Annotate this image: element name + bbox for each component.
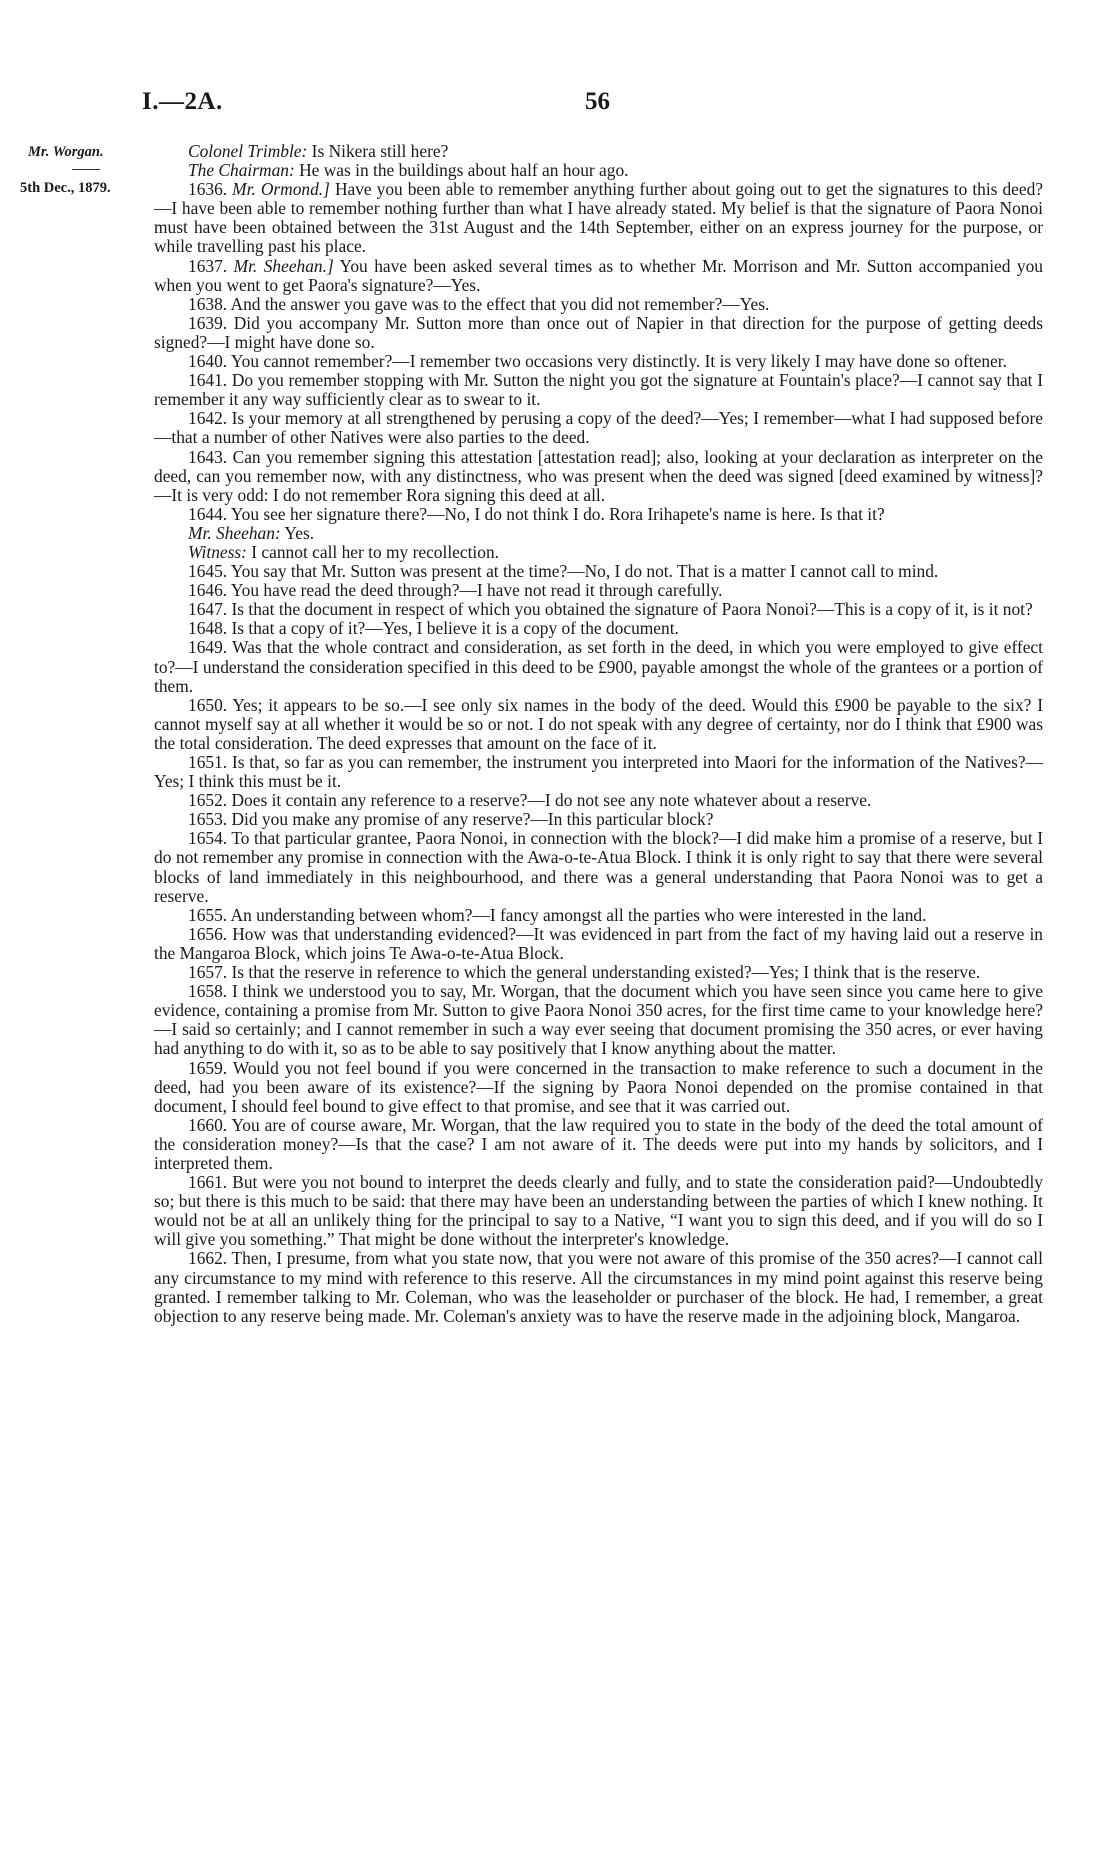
margin-date: 5th Dec., 1879. [20, 180, 111, 196]
speaker-name: The Chairman: [188, 160, 295, 181]
paragraph-text: You have been asked several times as to whether Mr. Morrison and Mr. Sutton accompanied you when you went to get Paora's signature?—Yes. [154, 255, 1043, 295]
margin-divider [72, 169, 100, 170]
question-number: 1658. [188, 981, 228, 1002]
paragraph-text: Is that, so far as you can remember, the instrument you interpreted into Maori for the information of the Natives?—Yes; I think this must be it. [154, 752, 1043, 792]
paragraph-text: You cannot remember?—I remember two occasions very distinctly. It is very likely I may have done so oftener. [230, 351, 1007, 372]
question-number: 1648. [188, 618, 228, 639]
question-paragraph [154, 982, 1043, 1058]
speaker-name: Mr. Ormond.] [232, 179, 330, 200]
page-header [130, 88, 1050, 118]
question-number: 1649. [188, 637, 228, 658]
question-paragraph [154, 963, 1043, 982]
statement-paragraph [154, 524, 1043, 543]
question-paragraph [154, 829, 1043, 905]
speaker-name: Mr. Sheehan: [188, 522, 281, 543]
question-paragraph [154, 180, 1043, 256]
question-paragraph [154, 638, 1043, 695]
paragraph-text: Have you been able to remember anything further about going out to get the signatures to this deed?—I have been able to remember nothing further than what I have already stated. My belief is that the signature of Paora Nonoi must have been obtained between the 31st August and the 14th September, either on an express journey for the purpose, or while travelling past his place. [154, 179, 1043, 257]
question-paragraph [154, 906, 1043, 925]
question-paragraph [154, 562, 1043, 581]
question-paragraph [154, 925, 1043, 963]
paragraph-text: Was that the whole contract and consideration, as set forth in the deed, in which you were employed to give effect to?—I understand the consideration specified in this deed to be £900, payable amongst the whole of the grantees or a portion of them. [154, 637, 1043, 696]
question-paragraph [154, 810, 1043, 829]
paragraph-text: And the answer you gave was to the effect that you did not remember?—Yes. [230, 293, 770, 314]
question-number: 1646. [188, 580, 228, 601]
paragraph-text: Can you remember signing this attestation [attestation read]; also, looking at your declaration as interpreter on the deed, can you remember now, with any distinctness, who was present when the deed was signed [deed examined by witness]?—It is very odd: I do not remember Rora signing this deed at all. [154, 446, 1043, 505]
question-paragraph [154, 581, 1043, 600]
question-number: 1642. [188, 408, 228, 429]
question-number: 1637. [188, 255, 228, 276]
paragraph-text: Do you remember stopping with Mr. Sutton the night you got the signature at Fountain's place?—I cannot say that I remember it any way sufficiently clear as to swear to it. [154, 370, 1043, 410]
paragraph-text: Is that the document in respect of which you obtained the signature of Paora Nonoi?—This is a copy of it, is it not? [231, 599, 1033, 620]
speaker-name: Colonel Trimble: [188, 141, 308, 161]
question-number: 1657. [188, 962, 228, 983]
question-paragraph [154, 696, 1043, 753]
question-number: 1659. [188, 1057, 228, 1078]
paragraph-text: He was in the buildings about half an hour ago. [294, 160, 629, 181]
question-number: 1653. [188, 809, 228, 830]
question-number: 1639. [188, 312, 228, 333]
statement-paragraph [154, 543, 1043, 562]
paragraph-text: You have read the deed through?—I have not read it through carefully. [230, 580, 723, 601]
paragraph-text: An understanding between whom?—I fancy amongst all the parties who were interested in the land. [230, 904, 927, 925]
speaker-name: Mr. Sheehan.] [233, 255, 334, 276]
paragraph-text: Did you accompany Mr. Sutton more than once out of Napier in that direction for the purpose of getting deeds signed?—I might have done so. [154, 312, 1043, 352]
paragraph-text: How was that understanding evidenced?—It was evidenced in part from the fact of my having laid out a reserve in the Mangaroa Block, which joins Te Awa-o-te-Atua Block. [154, 923, 1043, 963]
question-paragraph [154, 1173, 1043, 1249]
statement-paragraph [154, 161, 1043, 180]
question-number: 1638. [188, 293, 228, 314]
question-number: 1651. [188, 752, 228, 772]
document-reference: I.—2A. [142, 88, 223, 115]
paragraph-text: Does it contain any reference to a reserve?—I do not see any note whatever about a reserve. [231, 790, 872, 811]
page-number: 56 [585, 88, 610, 115]
paragraph-text: Is Nikera still here? [307, 141, 449, 161]
question-number: 1647. [188, 599, 228, 620]
paragraph-text: But were you not bound to interpret the deeds clearly and fully, and to state the consideration paid?—Undoubtedly so; but there is this much to be said: that there may have been an understanding between the parties of which I knew nothing. It would not be at all an unlikely thing for the principal to say to a Native, “I want you to sign this deed, and if you will do so I will give you something.” That might be done without the interpreter's knowledge. [154, 1172, 1043, 1250]
question-number: 1661. [188, 1172, 228, 1193]
question-paragraph [154, 409, 1043, 447]
question-paragraph [154, 600, 1043, 619]
question-number: 1645. [188, 561, 228, 582]
question-paragraph [154, 371, 1043, 409]
question-number: 1641. [188, 370, 228, 391]
paragraph-text: Is that the reserve in reference to which the general understanding existed?—Yes; I think that is the reserve. [231, 962, 981, 983]
question-paragraph [154, 753, 1043, 791]
question-paragraph [154, 619, 1043, 638]
paragraph-text: Then, I presume, from what you state now, that you were not aware of this promise of the 350 acres?—I cannot call any circumstance to my mind with reference to this reserve. All the circumstances in my mind point against this reserve being granted. I remember talking to Mr. Coleman, who was the leaseholder or purchaser of the block. He had, I remember, a great objection to any reserve being made. Mr. Coleman's anxiety was to have the reserve made in the adjoining block, Mangaroa. [154, 1248, 1043, 1326]
question-number: 1644. [188, 503, 228, 524]
paragraph-text: Is your memory at all strengthened by perusing a copy of the deed?—Yes; I remember—what I had supposed before—that a number of other Natives were also parties to the deed. [154, 408, 1043, 448]
question-number: 1643. [188, 446, 228, 467]
question-number: 1655. [188, 904, 228, 925]
statement-paragraph [154, 142, 1043, 161]
paragraph-text: Is that a copy of it?—Yes, I believe it is a copy of the document. [231, 618, 679, 639]
paragraph-text: I cannot call her to my recollection. [246, 541, 499, 562]
question-paragraph [154, 1059, 1043, 1116]
question-number: 1662. [188, 1248, 228, 1269]
question-number: 1636. [188, 179, 228, 200]
question-number: 1650. [188, 694, 228, 715]
question-paragraph [154, 791, 1043, 810]
question-paragraph [154, 505, 1043, 524]
question-number: 1660. [188, 1114, 228, 1135]
question-number: 1654. [188, 828, 228, 849]
margin-witness-name: Mr. Worgan. [28, 144, 104, 160]
testimony-body [154, 142, 1043, 1326]
question-paragraph [154, 1116, 1043, 1173]
paragraph-text: You see her signature there?—No, I do not think I do. Rora Irihapete's name is here. Is that it? [230, 503, 885, 524]
question-paragraph [154, 295, 1043, 314]
paragraph-text: Yes. [280, 522, 315, 543]
paragraph-text: To that particular grantee, Paora Nonoi, in connection with the block?—I did make him a promise of a reserve, but I do not remember any promise in connection with the Awa-o-te-Atua Block. I think it is only right to say that there were several blocks of land immediately in this neighbourhood, and there was a general understanding that Paora Nonoi was to get a reserve. [154, 828, 1043, 906]
speaker-name: Witness: [188, 541, 247, 562]
question-number: 1652. [188, 790, 228, 811]
paragraph-text: Did you make any promise of any reserve?—In this particular block? [231, 809, 714, 830]
paragraph-text: You are of course aware, Mr. Worgan, that the law required you to state in the body of the deed the total amount of the consideration money?—Is that the case? I am not aware of it. The deeds were put into my hands by solicitors, and I interpreted them. [154, 1114, 1043, 1173]
question-paragraph [154, 448, 1043, 505]
question-paragraph [154, 314, 1043, 352]
paragraph-text: I think we understood you to say, Mr. Worgan, that the document which you have seen since you came here to give evidence, containing a promise from Mr. Sutton to give Paora Nonoi 350 acres, for the first time came to your knowledge here?—I said so certainly; and I cannot remember in such a way ever seeing that document promising the 350 acres, or ever having had anything to do with it, so as to be able to say positively that I know anything about the matter. [154, 981, 1044, 1059]
paragraph-text: Yes; it appears to be so.—I see only six names in the body of the deed. Would this £900 be payable to the six? I cannot myself say at all whether it would be so or not. I do not speak with any degree of certainty, nor do I think that £900 was the total consideration. The deed expresses that amount on the face of it. [154, 694, 1043, 753]
question-paragraph [154, 257, 1043, 295]
paragraph-text: You say that Mr. Sutton was present at the time?—No, I do not. That is a matter I cannot call to mind. [230, 561, 939, 582]
question-number: 1656. [188, 923, 228, 944]
paragraph-text: Would you not feel bound if you were concerned in the transaction to make reference to such a document in the deed, had you been aware of its existence?—If the signing by Paora Nonoi depended on the promise contained in that document, I should feel bound to give effect to that promise, and see that it was carried out. [154, 1057, 1043, 1116]
question-paragraph [154, 1249, 1043, 1325]
question-paragraph [154, 352, 1043, 371]
question-number: 1640. [188, 351, 228, 372]
